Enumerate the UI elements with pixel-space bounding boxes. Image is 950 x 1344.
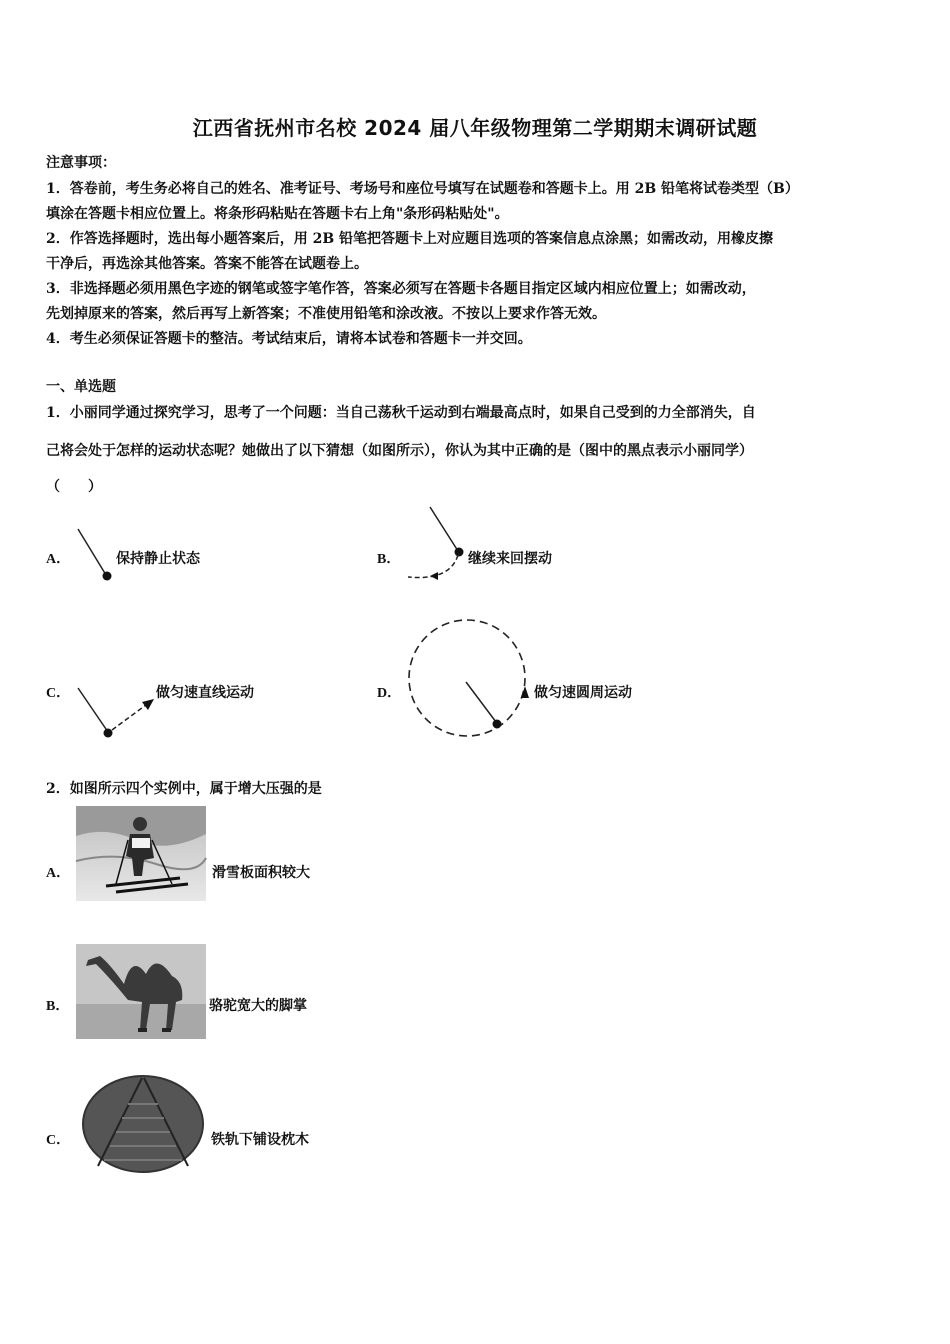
section-title: 一、单选题 (46, 379, 116, 395)
notice-line: 4．考生必须保证答题卡的整洁。考试结束后，请将本试卷和答题卡一并交回。 (46, 331, 532, 347)
question-1-line: 己将会处于怎样的运动状态呢？她做出了以下猜想（如图所示），你认为其中正确的是（图中的黑点表示小丽同学） (46, 443, 753, 459)
q2-option-b-text: 骆驼宽大的脚掌 (209, 998, 307, 1014)
page-title: 江西省抚州市名校 2024 届八年级物理第二学期期末调研试题 (192, 116, 758, 140)
q1-option-a-text: 保持静止状态 (116, 551, 200, 567)
q1-option-d-figure (404, 618, 534, 743)
notice-line: 3．非选择题必须用黑色字迹的钢笔或签字笔作答，答案必须写在答题卡各题目指定区域内相应位置上；如需改动， (46, 281, 756, 297)
q1-option-b-text: 继续来回摆动 (468, 551, 552, 567)
question-1-answer-blank: （ ） (46, 479, 102, 495)
q1-option-b-letter: B． (377, 552, 401, 567)
question-2-stem: 2．如图所示四个实例中，属于增大压强的是 (46, 781, 322, 797)
notice-line: 填涂在答题卡相应位置上。将条形码粘贴在答题卡右上角"条形码粘贴处"。 (46, 206, 509, 222)
skier-image (76, 806, 206, 901)
q1-option-b-figure (400, 503, 470, 588)
q1-option-c-figure (70, 680, 160, 745)
camel-image (76, 944, 206, 1039)
notice-line: 干净后，再选涂其他答案。答案不能答在试题卷上。 (46, 256, 368, 272)
notice-line: 1．答卷前，考生务必将自己的姓名、准考证号、考场号和座位号填写在试题卷和答题卡上。用 2B 铅笔将试卷类型（B） (46, 181, 799, 197)
notice-heading: 注意事项： (46, 155, 116, 171)
q2-option-b-letter: B． (46, 999, 70, 1014)
railway-image (78, 1074, 208, 1174)
notice-line: 先划掉原来的答案，然后再写上新答案；不准使用铅笔和涂改液。不按以上要求作答无效。 (46, 306, 606, 322)
question-1-line: 1．小丽同学通过探究学习，思考了一个问题：当自己荡秋千运动到右端最高点时，如果自己受到的力全部消失，自 (46, 405, 756, 421)
q2-option-a-text: 滑雪板面积较大 (212, 865, 310, 881)
notice-line: 2．作答选择题时，选出每小题答案后，用 2B 铅笔把答题卡上对应题目选项的答案信息点涂黑；如需改动，用橡皮擦 (46, 231, 774, 247)
q2-option-c-text: 铁轨下铺设枕木 (211, 1132, 309, 1148)
q2-option-a-letter: A． (46, 866, 71, 881)
q1-option-a-letter: A． (46, 552, 71, 567)
q1-option-d-letter: D． (377, 686, 402, 701)
q1-option-c-letter: C． (46, 686, 71, 701)
q2-option-c-letter: C． (46, 1133, 71, 1148)
q1-option-c-text: 做匀速直线运动 (156, 685, 254, 701)
q1-option-a-figure (70, 525, 120, 585)
q1-option-d-text: 做匀速圆周运动 (534, 685, 632, 701)
